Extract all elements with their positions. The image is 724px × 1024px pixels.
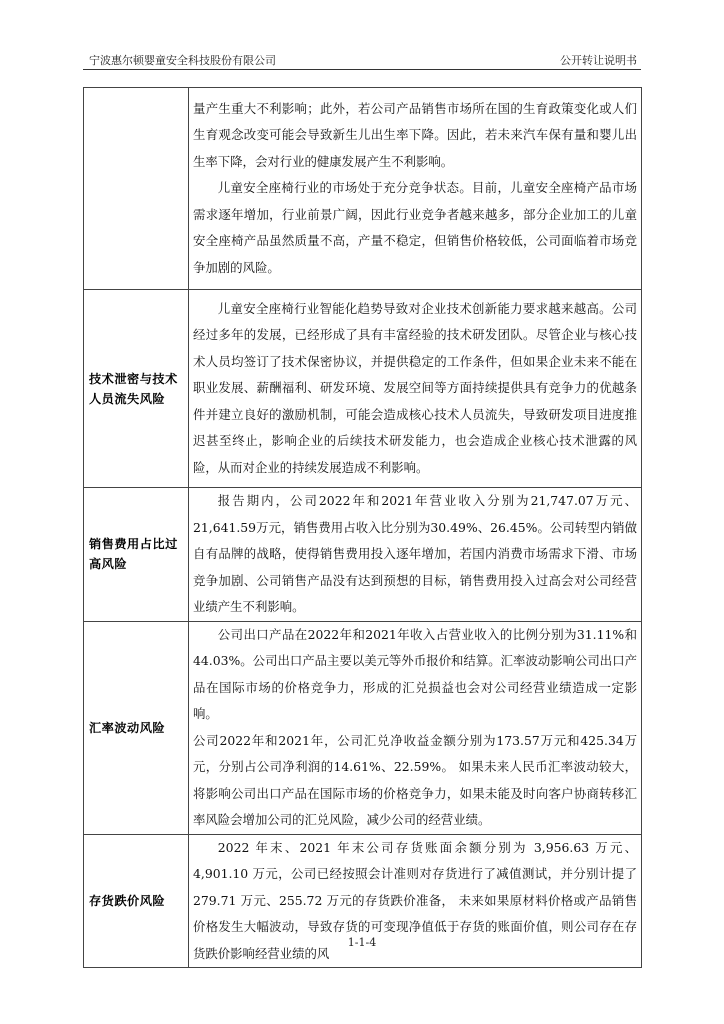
table-row <box>84 488 642 622</box>
header-divider <box>83 69 641 70</box>
table-row <box>84 290 642 488</box>
risk-paragraph: 公司2022年和2021年，公司汇兑净收益金额分别为173.57万元和425.34万元，分别占公司净利润的14.61%、22.59%。 如果未来人民币汇率波动较大，将影响公司出口产品在国际市场的价格竞争力，如果未能及时向客户协商转移汇率风险会增加公司的汇兑风险，减少公司的经营业绩。 <box>193 732 637 827</box>
risk-name-cell: 存货跌价风险 <box>84 834 189 968</box>
risk-paragraph: 儿童安全座椅行业的市场处于充分竞争状态。目前，儿童安全座椅产品市场需求逐年增加，行业前景广阔，因此行业竞争者越来越多，部分企业加工的儿童安全座椅产品虽然质量不高，产量不稳定，但销售价格较低，公司面临着市场竞争加剧的风险。 <box>193 180 637 275</box>
risk-name-cell: 技术泄密与技术人员流失风险 <box>84 290 189 488</box>
company-name: 宁波惠尔顿婴童安全科技股份有限公司 <box>89 54 276 67</box>
risk-paragraph: 公司出口产品在2022年和2021年收入占营业收入的比例分别为31.11%和44.03%。公司出口产品主要以美元等外币报价和结算。汇率波动影响公司出口产品在国际市场的价格竞争力，形成的汇兑损益也会对公司经营业绩造成一定影响。 <box>193 626 637 721</box>
risk-paragraph: 报告期内，公司2022年和2021年营业收入分别为21,747.07万元、21,641.59万元，销售费用占收入比分别为30.49%、26.45%。公司转型内销做自有品牌的战略，使得销售费用投入逐年增加，若国内消费市场需求下滑、市场竞争加剧、公司销售产品没有达到预想的目标，销售费用投入过高会对公司经营业绩产生不利影响。 <box>193 493 637 614</box>
risk-name-cell: 汇率波动风险 <box>84 621 189 834</box>
document-title: 公开转让说明书 <box>560 54 637 67</box>
risk-paragraph: 儿童安全座椅行业智能化趋势导致对企业技术创新能力要求越来越高。公司经过多年的发展，已经形成了具有丰富经验的技术研发团队。尽管企业与核心技术人员均签订了技术保密协议，并提供稳定的工作条件，但如果企业未来不能在职业发展、薪酬福利、研发环境、发展空间等方面持续提供具有竞争力的优越条件并建立良好的激励机制，可能会造成核心技术人员流失，导致研发项目进度推迟甚至终止，影响企业的后续技术研发能力，也会造成企业核心技术泄露的风险，从而对企业的持续发展造成不利影响。 <box>193 300 637 475</box>
risk-description-cell <box>189 290 642 488</box>
risk-name-cell <box>84 88 189 290</box>
risk-description-cell <box>189 488 642 622</box>
risk-description-cell <box>189 88 642 290</box>
page-header <box>83 52 641 68</box>
table-row <box>84 621 642 834</box>
page-number: 1-1-4 <box>347 936 377 949</box>
risk-name-cell: 销售费用占比过高风险 <box>84 488 189 622</box>
risk-description-cell <box>189 621 642 834</box>
risk-paragraph: 2022 年末、2021 年末公司存货账面余额分别为 3,956.63 万元、4,901.10 万元，公司已经按照会计准则对存货进行了减值测试，并分别计提了 279.71 万元、255.72 万元的存货跌价准备， 未来如果原材料价格或产品销售价格发生大幅波动，导致存货的可变现净值低于存货的账面价值，则公司存在存货跌价影响经营业绩的风 <box>193 839 637 961</box>
risk-paragraph: 量产生重大不利影响；此外，若公司产品销售市场所在国的生育政策变化或人们生育观念改变可能会导致新生儿出生率下降。因此，若未来汽车保有量和婴儿出生率下降，会对行业的健康发展产生不利影响。 <box>193 100 637 169</box>
risk-factors-table <box>83 87 642 968</box>
table-row <box>84 88 642 290</box>
